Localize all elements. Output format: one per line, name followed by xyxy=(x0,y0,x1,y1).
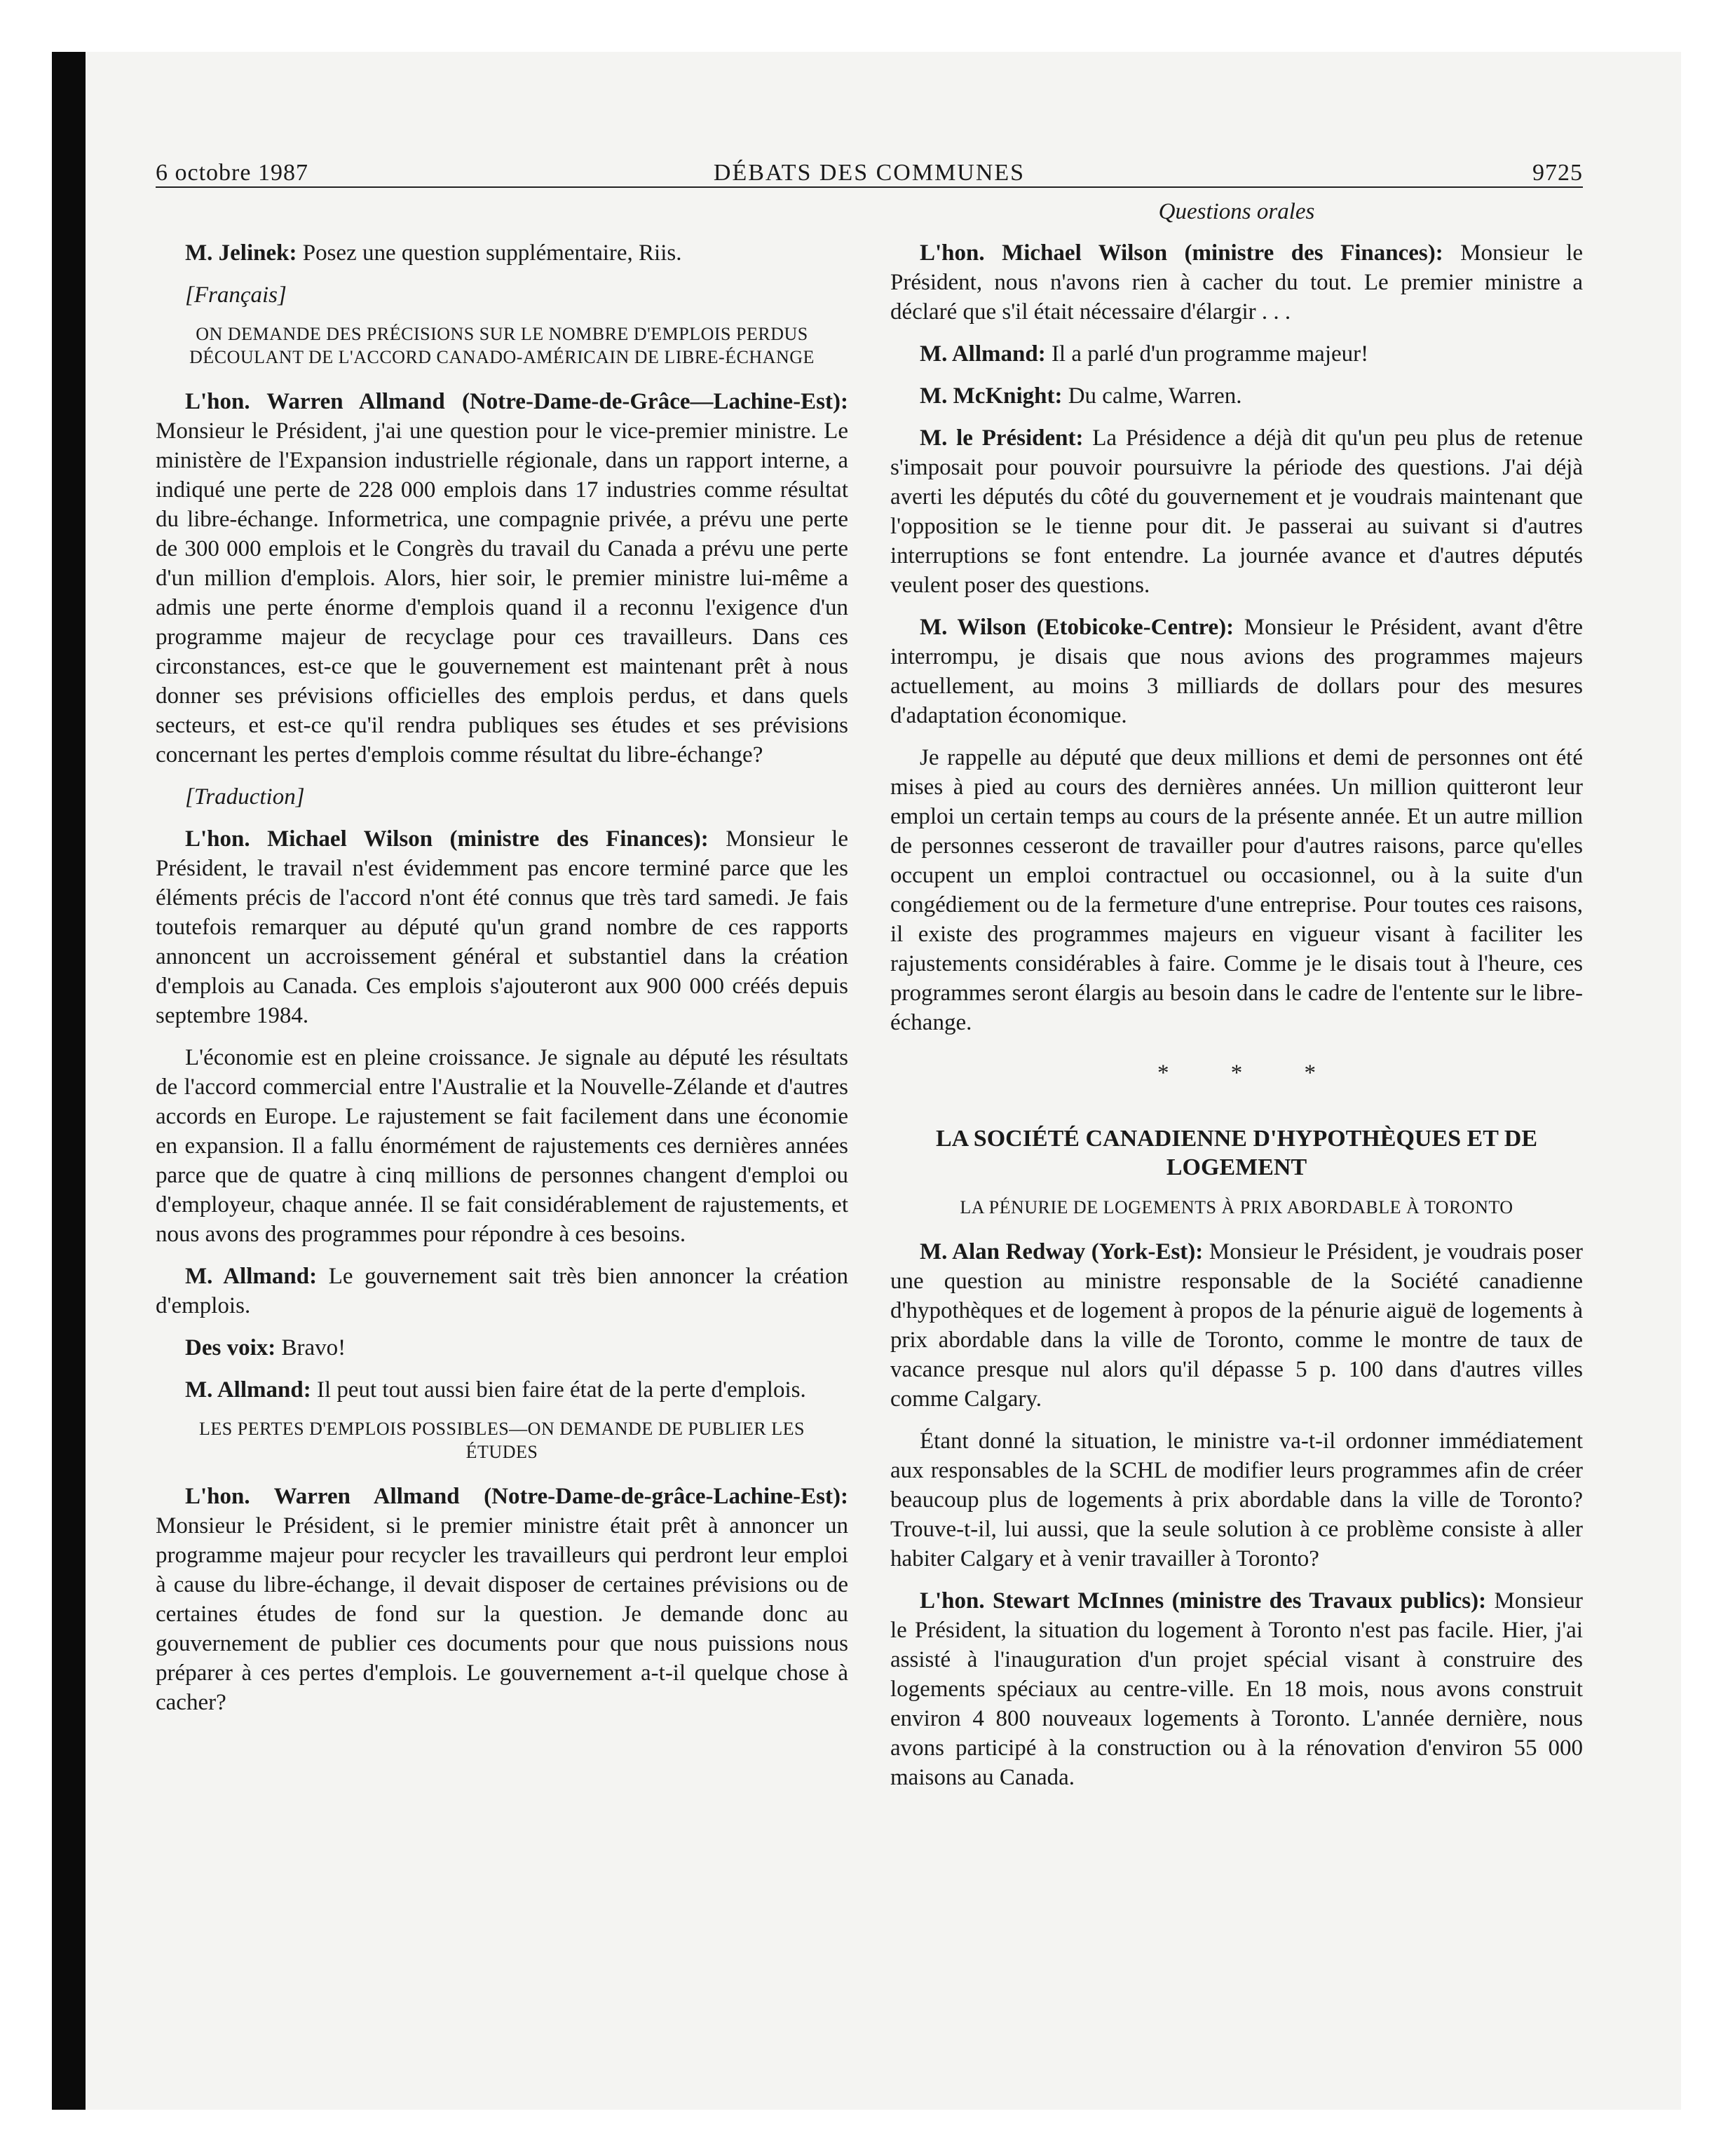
speaker: L'hon. Michael Wilson (ministre des Finances): xyxy=(920,240,1443,266)
speaker: M. Allmand: xyxy=(185,1377,311,1403)
speaker: M. Alan Redway (York-Est): xyxy=(920,1239,1204,1264)
speaker: L'hon. Warren Allmand (Notre-Dame-de-grâce-Lachine-Est): xyxy=(185,1484,848,1509)
speaker: L'hon. Michael Wilson (ministre des Finances): xyxy=(185,826,709,852)
speech: Monsieur le Président, j'ai une question pour le vice-premier ministre. Le ministère de l'Expansion industrielle régionale, dans un rapport interne, a indiqué une perte de 228 000 emplois dans 17 industries comme résultat du libre-échange. Informetrica, une compagnie privée, a prévu une perte de 300 000 emplois et le Congrès du travail du Canada a prévu une perte d'un million d'emplois. Alors, hier soir, le premier ministre lui-même a admis une perte énorme d'emplois quand il a reconnu l'exigence d'un programme majeur de recyclage pour ces travailleurs. Dans ces circonstances, est-ce que le gouvernement est maintenant prêt à nous donner ses prévisions officielles des emplois perdus, et dans quels secteurs, et est-ce qu'il rendra publiques ses études et ses prévisions concernant les pertes d'emplois comme résultat du libre-échange? xyxy=(156,418,848,767)
header-title: DÉBATS DES COMMUNES xyxy=(713,160,1026,186)
speech: Monsieur le Président, la situation du logement à Toronto n'est pas facile. Hier, j'ai assisté à l'inauguration d'un projet spécial visant à construire des logements spéciaux au centre-ville. En 18 mois, nous avons construit environ 4 800 nouveaux logements à Toronto. L'année dernière, nous avons participé à la construction ou à la rénovation d'environ 55 000 maisons au Canada. xyxy=(890,1588,1584,1790)
paragraph xyxy=(890,339,1583,369)
page-number: 9725 xyxy=(1532,160,1583,186)
paragraph: Je rappelle au député que deux millions et demi de personnes ont été mises à pied au cours des dernières années. Un million quitteront leur emploi un certain temps au cours de la présente année. Et un autre million de personnes cesseront de travailler pour d'autres raisons, parce qu'elles occupent un emploi contractuel ou occasionnel, ou à la suite d'un congédiement ou de la fermeture d'une entreprise. Pour toutes ces raisons, il existe des programmes majeurs en vigueur visant à faciliter les rajustements considérables à faire. Comme je le disais tout à l'heure, ces programmes seront élargis au besoin dans le cadre de l'entente sur le libre-échange. xyxy=(890,745,1583,1035)
paragraph xyxy=(156,824,848,1030)
speaker: Des voix: xyxy=(185,1335,276,1360)
speaker: M. Allmand: xyxy=(920,341,1046,367)
paragraph xyxy=(156,1262,848,1321)
speech: Du calme, Warren. xyxy=(1062,383,1242,409)
speech: La Présidence a déjà dit qu'un peu plus de retenue s'imposait pour pouvoir poursuivre la période des questions. J'ai déjà averti les députés du côté du gouvernement et je voudrais maintenant que l'opposition se le tienne pour dit. Je passerai au suivant si d'autres interruptions se font entendre. La journée avance et d'autres députés veulent poser des questions. xyxy=(890,425,1583,598)
header-date: 6 octobre 1987 xyxy=(156,160,308,186)
speech: Il peut tout aussi bien faire état de la perte d'emplois. xyxy=(311,1377,806,1403)
speech: Monsieur le Président, avant d'être interrompu, je disais que nous avions des programmes majeurs actuellement, au moins 3 milliards de dollars pour des mesures d'adaptation économique. xyxy=(890,615,1583,728)
speech: Posez une question supplémentaire, Riis. xyxy=(297,240,682,266)
page-header xyxy=(156,149,1583,188)
paragraph: Étant donné la situation, le ministre va-t-il ordonner immédiatement aux responsables de la SCHL de modifier leurs programmes afin de créer beaucoup plus de logements à prix abordable dans la ville de Toronto? Trouve-t-il, lui aussi, que la seule solution à ce problème consiste à aller habiter Calgary et à venir travailler à Toronto? xyxy=(890,1428,1583,1571)
speech: Il a parlé d'un programme majeur! xyxy=(1045,341,1369,367)
speech: Bravo! xyxy=(275,1335,346,1360)
paragraph xyxy=(156,238,848,268)
section-separator: * * * xyxy=(1157,1060,1344,1086)
paragraph xyxy=(890,1586,1583,1792)
speech: Monsieur le Président, nous n'avons rien à cacher du tout. Le premier ministre a déclaré que s'il était nécessaire d'élargir . . . xyxy=(890,240,1583,325)
speaker: M. Wilson (Etobicoke-Centre): xyxy=(920,615,1234,640)
paragraph xyxy=(890,423,1583,600)
paragraph xyxy=(156,387,848,770)
section-heading-major: LA SOCIÉTÉ CANADIENNE D'HYPOTHÈQUES ET DE LOGEMENT xyxy=(935,1126,1538,1180)
speaker: M. Allmand: xyxy=(185,1264,318,1289)
paragraph xyxy=(156,1482,848,1717)
language-tag: [Traduction] xyxy=(185,784,305,810)
speech: Le gouvernement sait très bien annoncer la création d'emplois. xyxy=(156,1264,848,1318)
binding-edge xyxy=(52,52,86,2110)
right-column xyxy=(890,238,1583,1805)
paragraph xyxy=(890,1237,1583,1414)
speech: Monsieur le Président, si le premier ministre était prêt à annoncer un programme majeur pour recycler les travailleurs qui perdront leur emploi à cause du libre-échange, il devait disposer de certaines prévisions ou de certaines études de fond sur la question. Je demande donc au gouvernement de publier ces documents pour que nous puissions nous préparer à ces pertes d'emplois. Le gouvernement a-t-il quelque chose à cacher? xyxy=(156,1513,848,1715)
paragraph xyxy=(156,1375,848,1405)
speaker: L'hon. Stewart McInnes (ministre des Travaux publics): xyxy=(920,1588,1487,1613)
section-heading: ON DEMANDE DES PRÉCISIONS SUR LE NOMBRE D'EMPLOIS PERDUS DÉCOULANT DE L'ACCORD CANADO-AMÉRICAIN DE LIBRE-ÉCHANGE xyxy=(189,324,815,367)
paragraph: L'économie est en pleine croissance. Je signale au député les résultats de l'accord commercial entre l'Australie et la Nouvelle-Zélande et d'autres accords en Europe. Le rajustement se fait facilement dans une économie en expansion. Il a fallu énormément de rajustements ces dernières années parce que de quatre à cinq millions de personnes changent d'emploi ou d'employeur, chaque année. Il se fait considérablement de rajustements, et nous avons des programmes pour répondre à ces besoins. xyxy=(156,1045,848,1247)
speaker: M. le Président: xyxy=(920,425,1084,451)
section-heading: LES PERTES D'EMPLOIS POSSIBLES—ON DEMANDE DE PUBLIER LES ÉTUDES xyxy=(199,1419,805,1462)
language-tag: [Français] xyxy=(185,282,287,308)
paragraph xyxy=(890,613,1583,730)
header-rule xyxy=(156,186,1583,188)
speech: Monsieur le Président, le travail n'est évidemment pas encore terminé parce que les éléments précis de l'accord n'ont été connus que très tard samedi. Je fais toutefois remarquer au député qu'un grand nombre de ces rapports annoncent un accroissement général et substantiel dans la création d'emplois au Canada. Ces emplois s'ajouteront aux 900 000 créés depuis septembre 1984. xyxy=(156,826,848,1028)
speaker: M. Jelinek: xyxy=(185,240,297,266)
running-head: Questions orales xyxy=(1158,199,1315,224)
paragraph xyxy=(156,1333,848,1363)
left-column xyxy=(156,238,848,1730)
speech: Monsieur le Président, je voudrais poser une question au ministre responsable de la Société canadienne d'hypothèques et de logement à propos de la pénurie aiguë de logements à prix abordable dans la ville de Toronto, comme le montre de taux de vacance presque nul alors qu'il dépasse 5 p. 100 dans d'autres villes comme Calgary. xyxy=(890,1239,1583,1412)
speaker: L'hon. Warren Allmand (Notre-Dame-de-Grâce—Lachine-Est): xyxy=(185,389,848,414)
speaker: M. McKnight: xyxy=(920,383,1063,409)
paragraph xyxy=(890,381,1583,411)
section-heading: LA PÉNURIE DE LOGEMENTS À PRIX ABORDABLE À TORONTO xyxy=(960,1197,1513,1217)
paragraph xyxy=(890,238,1583,327)
